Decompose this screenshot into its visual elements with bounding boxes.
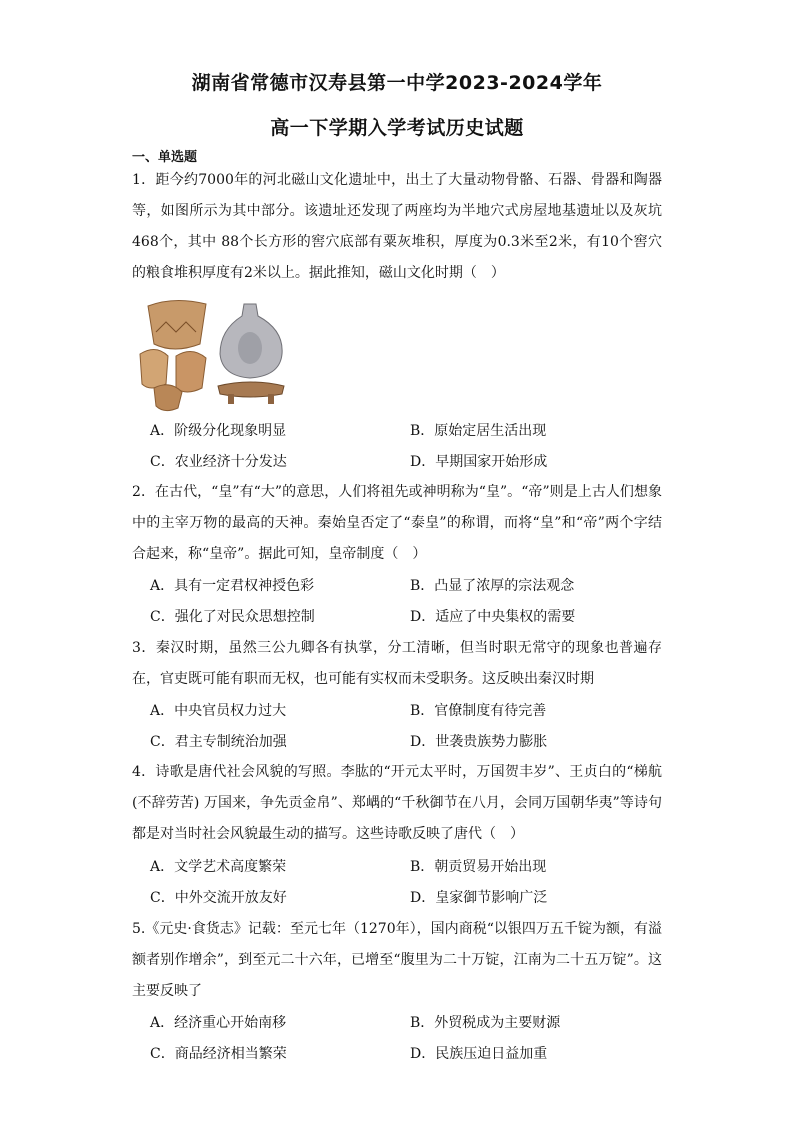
- question-3-option-c: C．君主专制统治加强: [150, 734, 287, 750]
- question-5-option-b: B．外贸税成为主要财源: [410, 1015, 561, 1031]
- question-4-option-b: B．朝贡贸易开始出现: [410, 859, 547, 875]
- question-4-option-a: A．文学艺术高度繁荣: [150, 859, 287, 875]
- question-4-option-c: C．中外交流开放友好: [150, 890, 287, 906]
- question-2-text: 2．在古代，“皇”有“大”的意思，人们将祖先或神明称为“皇”。“帝”则是上古人们想象中的主宰万物的最高的天神。秦始皇否定了“泰皇”的称谓，而将“皇”和“帝”两个字结合起来，称“皇帝”。据此可知，皇帝制度（ ）: [132, 484, 662, 562]
- question-3-option-d: D．世袭贵族势力膨胀: [410, 734, 548, 750]
- pottery-artifacts-figure: [136, 296, 296, 412]
- question-1-option-a: A．阶级分化现象明显: [150, 423, 287, 439]
- question-1-option-c: C．农业经济十分发达: [150, 454, 287, 470]
- question-5-option-a: A．经济重心开始南移: [150, 1015, 287, 1031]
- question-4-text: 4．诗歌是唐代社会风貌的写照。李肱的“开元太平时，万国贺丰岁”、王贞白的“梯航(不辞劳苦) 万国来，争先贡金帛”、郑嵎的“千秋御节在八月，会同万国朝华夷”等诗句都是对当时社会风貌最生动的描写。这些诗歌反映了唐代（ ）: [132, 764, 662, 842]
- question-4-option-d: D．皇家御节影响广泛: [410, 890, 548, 906]
- question-5-text: 5.《元史·食货志》记载：至元七年（1270年），国内商税“以银四万五千锭为额，有溢额者别作增余”，到至元二十六年，已增至“腹里为二十万锭，江南为二十五万锭”。这主要反映了: [132, 921, 662, 999]
- question-3-option-b: B．官僚制度有待完善: [410, 703, 547, 719]
- question-3-option-a: A．中央官员权力过大: [150, 703, 287, 719]
- question-1-text: 1．距今约7000年的河北磁山文化遗址中，出土了大量动物骨骼、石器、骨器和陶器等，如图所示为其中部分。该遗址还发现了两座均为半地穴式房屋地基遗址以及灰坑468个，其中 88个长方形的窖穴底部有粟灰堆积，厚度为0.3米至2米，有10个窖穴的粮食堆积厚度有2米以上。据此推知，磁山文化时期（ ）: [132, 172, 662, 281]
- question-2-option-a: A．具有一定君权神授色彩: [150, 578, 315, 594]
- question-1-option-b: B．原始定居生活出现: [410, 423, 547, 439]
- question-1-option-d: D．早期国家开始形成: [410, 454, 548, 470]
- exam-title-line1: 湖南省常德市汉寿县第一中学2023-2024学年: [191, 72, 603, 94]
- question-5-option-c: C．商品经济相当繁荣: [150, 1046, 287, 1062]
- question-5-option-d: D．民族压迫日益加重: [410, 1046, 548, 1062]
- section-heading: 一、单选题: [132, 150, 198, 165]
- question-2-option-d: D．适应了中央集权的需要: [410, 609, 576, 625]
- question-2-option-b: B．凸显了浓厚的宗法观念: [410, 578, 575, 594]
- exam-title-line2: 高一下学期入学考试历史试题: [270, 117, 524, 139]
- question-2-option-c: C．强化了对民众思想控制: [150, 609, 315, 625]
- question-3-text: 3．秦汉时期，虽然三公九卿各有执掌，分工清晰，但当时职无常守的现象也普遍存在，官吏既可能有职而无权，也可能有实权而未受职务。这反映出秦汉时期: [132, 640, 662, 687]
